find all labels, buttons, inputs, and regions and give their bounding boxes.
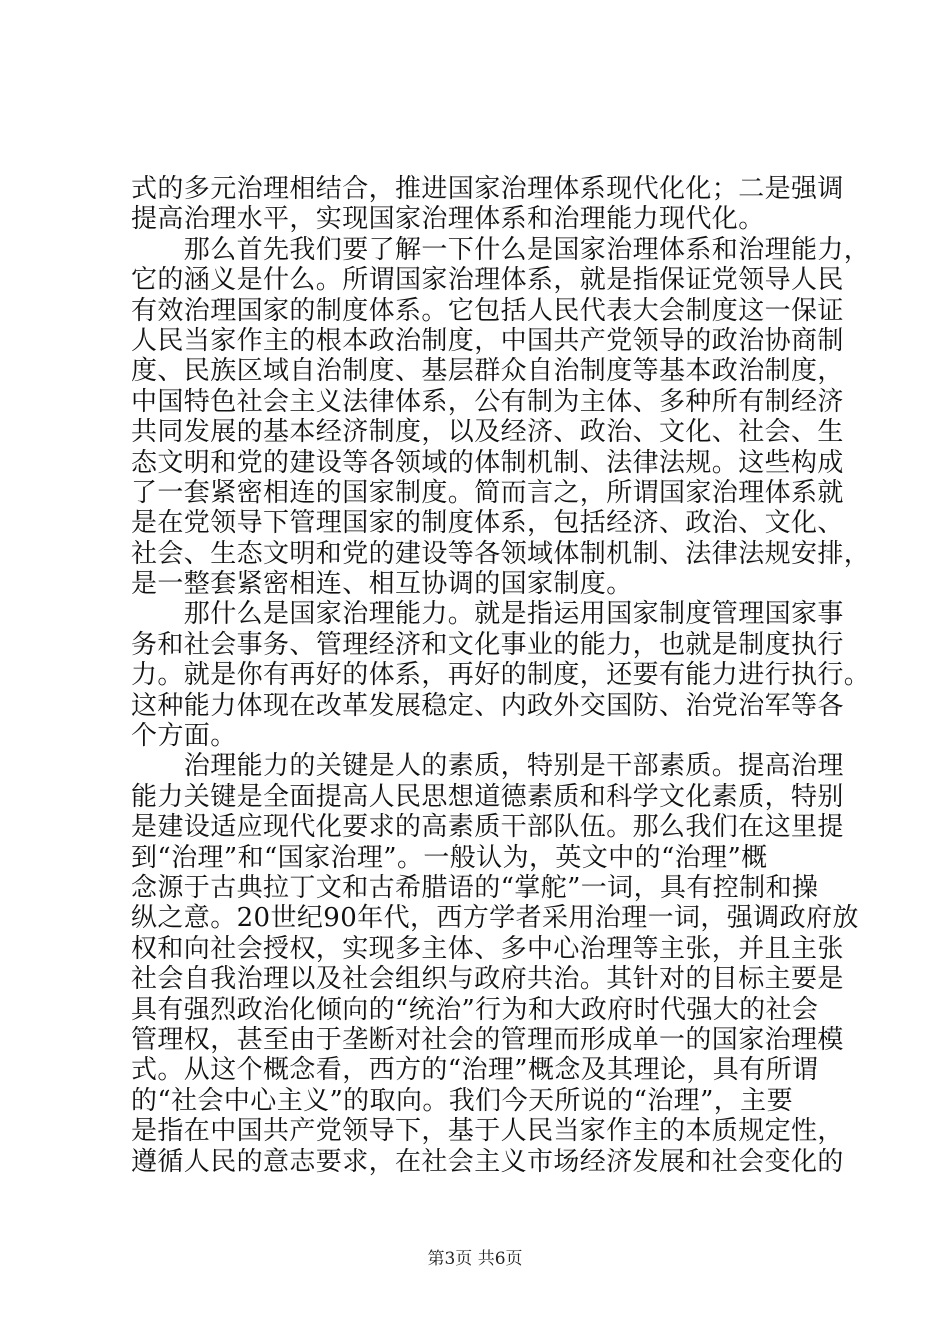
text-line: 治理能力的关键是人的素质，特别是干部素质。提高治理 bbox=[131, 751, 844, 782]
text-line: 权和向社会授权，实现多主体、多中心治理等主张，并且主张 bbox=[131, 933, 844, 964]
text-line: 人民当家作主的根本政治制度，中国共产党领导的政治协商制 bbox=[131, 325, 844, 356]
text-line: 到“治理”和“国家治理”。一般认为，英文中的“治理”概 bbox=[131, 842, 768, 873]
text-line: 遵循人民的意志要求，在社会主义市场经济发展和社会变化的 bbox=[131, 1146, 844, 1177]
text-line: 有效治理国家的制度体系。它包括人民代表大会制度这一保证 bbox=[131, 295, 844, 326]
text-line: 度、民族区域自治制度、基层群众自治制度等基本政治制度， bbox=[131, 356, 844, 387]
text-line: 它的涵义是什么。所谓国家治理体系，就是指保证党领导人民 bbox=[131, 265, 844, 296]
text-line: 是一整套紧密相连、相互协调的国家制度。 bbox=[131, 569, 633, 600]
text-line: 念源于古典拉丁文和古希腊语的“掌舵”一词，具有控制和操 bbox=[131, 872, 819, 903]
text-line: 社会、生态文明和党的建设等各领域体制机制、法律法规安排， bbox=[131, 538, 871, 569]
text-line: 社会自我治理以及社会组织与政府共治。其针对的目标主要是 bbox=[131, 964, 844, 995]
text-line: 提高治理水平，实现国家治理体系和治理能力现代化。 bbox=[131, 204, 765, 235]
text-line: 能力关键是全面提高人民思想道德素质和科学文化素质，特别 bbox=[131, 781, 844, 812]
text-line: 式。从这个概念看，西方的“治理”概念及其理论，具有所谓 bbox=[131, 1055, 819, 1086]
text-line: 共同发展的基本经济制度，以及经济、政治、文化、社会、生 bbox=[131, 417, 844, 448]
text-line: 管理权，甚至由于垄断对社会的管理而形成单一的国家治理模 bbox=[131, 1024, 844, 1055]
text-line: 中国特色社会主义法律体系，公有制为主体、多种所有制经济 bbox=[131, 386, 844, 417]
text-line: 式的多元治理相结合，推进国家治理体系现代化化；二是强调 bbox=[131, 174, 844, 204]
text-line: 那么首先我们要了解一下什么是国家治理体系和治理能力， bbox=[131, 234, 871, 265]
text-line: 务和社会事务、管理经济和文化事业的能力，也就是制度执行 bbox=[131, 629, 844, 660]
text-line: 是在党领导下管理国家的制度体系，包括经济、政治、文化、 bbox=[131, 508, 844, 539]
text-line: 的“社会中心主义”的取向。我们今天所说的“治理”，主要 bbox=[131, 1085, 793, 1116]
text-line: 是指在中国共产党领导下，基于人民当家作主的本质规定性， bbox=[131, 1116, 844, 1147]
text-line: 态文明和党的建设等各领域的体制机制、法律法规。这些构成 bbox=[131, 447, 844, 478]
body-text bbox=[131, 174, 871, 1177]
text-line: 了一套紧密相连的国家制度。简而言之，所谓国家治理体系就 bbox=[131, 477, 844, 508]
text-line: 这种能力体现在改革发展稳定、内政外交国防、治党治军等各 bbox=[131, 690, 844, 721]
text-line: 那什么是国家治理能力。就是指运用国家制度管理国家事 bbox=[131, 599, 844, 630]
text-line: 是建设适应现代化要求的高素质干部队伍。那么我们在这里提 bbox=[131, 812, 844, 843]
text-line: 纵之意。20世纪90年代，西方学者采用治理一词，强调政府放 bbox=[131, 903, 859, 934]
text-line: 个方面。 bbox=[131, 721, 237, 752]
text-line: 力。就是你有再好的体系，再好的制度，还要有能力进行执行。 bbox=[131, 660, 871, 691]
text-line: 具有强烈政治化倾向的“统治”行为和大政府时代强大的社会 bbox=[131, 994, 819, 1025]
page-number-footer: 第3页 共6页 bbox=[427, 1249, 523, 1269]
